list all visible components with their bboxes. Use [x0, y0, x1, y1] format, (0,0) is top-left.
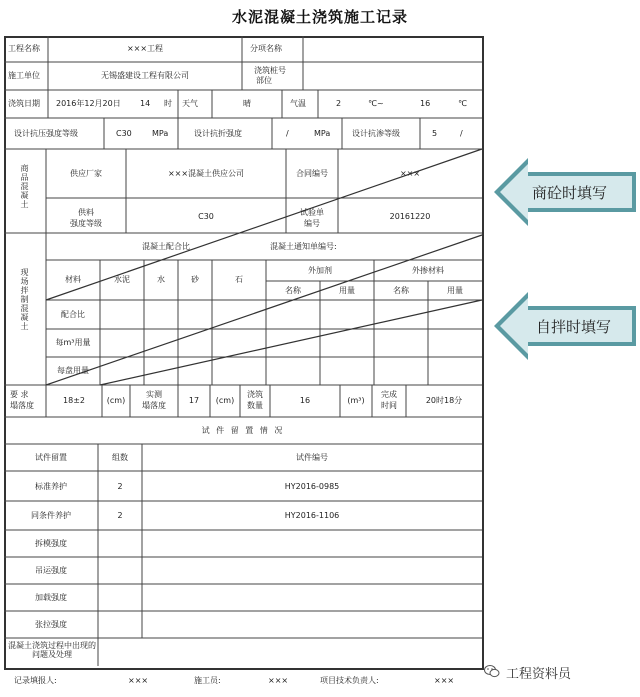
- commercial-arrow-label: 商砼时填写: [532, 184, 608, 202]
- contractor-label: 施工单位: [8, 71, 40, 80]
- tech-chief-value: ×××: [434, 676, 455, 685]
- required-slump-unit: (cm): [106, 396, 126, 405]
- flexural-unit: MPa: [314, 129, 331, 138]
- commercial-concrete-side-label: 商品混凝土: [20, 164, 29, 209]
- finish-time-value: 20时18分: [425, 396, 463, 405]
- pour-station-label: 浇筑桩号: [254, 66, 286, 75]
- flexural-strength-value: /: [286, 129, 289, 138]
- recorder-label: 记录填报人:: [14, 676, 57, 685]
- col-water: 水: [157, 275, 165, 284]
- pour-part-label: 部位: [256, 76, 272, 85]
- page-title: 水泥混凝土浇筑施工记录: [231, 8, 408, 26]
- test-report-label-b: 编号: [304, 219, 320, 228]
- supplier-label: 供应厂家: [70, 169, 102, 178]
- test-report-value: 20161220: [389, 212, 431, 221]
- temperature-label: 气温: [290, 99, 306, 108]
- row-per-batch: 每盘用量: [57, 366, 89, 375]
- watermark-text: 工程资料员: [506, 667, 572, 682]
- specimen-row-code: HY2016-1106: [284, 511, 340, 520]
- site-mix-arrow-label: 自拌时填写: [536, 318, 612, 336]
- recorder-value: ×××: [128, 676, 149, 685]
- specimen-row-name: 同条件养护: [31, 511, 71, 520]
- contractor-value: 无锡盛建设工程有限公司: [101, 71, 189, 80]
- pour-date-label: 浇筑日期: [8, 99, 40, 108]
- additive-amount-col: 用量: [447, 286, 463, 295]
- temperature-low: 2: [336, 99, 342, 108]
- admixture-name-col: 名称: [285, 286, 301, 295]
- required-slump-label-b: 塌落度: [10, 401, 34, 410]
- pour-hour-unit: 时: [164, 99, 172, 108]
- pour-volume-label-a: 浇筑: [247, 390, 263, 399]
- mix-ratio-label: 混凝土配合比: [142, 242, 190, 251]
- specimen-col-retention: 试件留置: [35, 453, 67, 462]
- impermeability-value: 5: [432, 129, 438, 138]
- compressive-unit: MPa: [152, 129, 169, 138]
- pour-volume-value: 16: [299, 396, 311, 405]
- specimen-row-count: 2: [117, 482, 123, 491]
- specimen-row-name: 加载强度: [35, 593, 67, 602]
- pour-volume-unit: (m³): [347, 396, 365, 405]
- temperature-high: 16: [420, 99, 431, 108]
- mix-notice-label: 混凝土通知单编号:: [270, 242, 337, 251]
- row-mix-ratio: 配合比: [61, 310, 85, 319]
- specimen-row-count: 2: [117, 511, 123, 520]
- site-mixed-side-label: 现场拌制混凝土: [20, 268, 29, 331]
- pour-volume-label-b: 数量: [247, 401, 263, 410]
- temperature-unit: ℃: [458, 99, 467, 108]
- specimen-col-code: 试件编号: [296, 453, 328, 462]
- col-additive: 外掺材料: [412, 266, 444, 275]
- additive-name-col: 名称: [393, 286, 409, 295]
- col-stone: 石: [235, 275, 243, 284]
- col-material: 材料: [65, 275, 81, 284]
- specimen-row-code: HY2016-0985: [284, 482, 340, 491]
- project-name-value: ×××工程: [126, 44, 164, 53]
- specimen-row-name: 拆模强度: [35, 539, 67, 548]
- specimen-col-groups: 组数: [112, 453, 128, 462]
- impermeability-unit: /: [460, 129, 463, 138]
- supplier-value: ×××混凝土供应公司: [167, 169, 245, 178]
- site-worker-value: ×××: [268, 676, 289, 685]
- weather-value: 晴: [243, 99, 251, 108]
- supply-grade-label-a: 供料: [78, 208, 94, 217]
- flexural-strength-label: 设计抗折强度: [194, 129, 242, 138]
- wechat-icon: [484, 664, 500, 678]
- contract-no-value: ×××: [399, 169, 421, 178]
- specimen-row-name: 吊运强度: [35, 566, 67, 575]
- measured-slump-label-a: 实测: [146, 390, 162, 399]
- finish-time-label-b: 时间: [381, 401, 397, 410]
- measured-slump-label-b: 塌落度: [142, 401, 166, 410]
- required-slump-value: 18±2: [63, 396, 85, 405]
- col-sand: 砂: [191, 275, 199, 284]
- test-report-label-a: 试验单: [300, 208, 324, 217]
- pour-hour-value: 14: [140, 99, 151, 108]
- specimen-row-name: 标准养护: [35, 482, 67, 491]
- pour-date-value: 2016年12月20日: [56, 99, 121, 108]
- col-cement: 水泥: [114, 275, 130, 284]
- tech-chief-label: 项目技术负责人:: [320, 676, 379, 685]
- impermeability-label: 设计抗渗等级: [352, 129, 400, 138]
- measured-slump-unit: (cm): [215, 396, 235, 405]
- compressive-grade-value: C30: [116, 129, 132, 138]
- site-worker-label: 施工员:: [194, 676, 221, 685]
- contract-no-label: 合同编号: [296, 169, 328, 178]
- admixture-amount-col: 用量: [339, 286, 355, 295]
- specimen-row-name: 张拉强度: [35, 620, 67, 629]
- specimen-section-header: 试 件 留 置 情 况: [201, 426, 285, 435]
- row-per-m3: 每m³用量: [55, 338, 91, 347]
- compressive-grade-label: 设计抗压强度等级: [14, 129, 78, 138]
- subitem-name-label: 分项名称: [250, 44, 282, 53]
- measured-slump-value: 17: [188, 396, 200, 405]
- supply-grade-label-b: 强度等级: [70, 219, 102, 228]
- temperature-separator: ℃~: [368, 99, 384, 108]
- project-name-label: 工程名称: [8, 44, 40, 53]
- finish-time-label-a: 完成: [381, 390, 397, 399]
- supply-grade-value: C30: [198, 212, 214, 221]
- pour-problems-label: 混凝土浇筑过程中出现的问题及处理: [8, 641, 96, 659]
- col-admixture: 外加剂: [308, 266, 332, 275]
- required-slump-label-a: 要 求: [10, 390, 29, 399]
- weather-label: 天气: [182, 99, 198, 108]
